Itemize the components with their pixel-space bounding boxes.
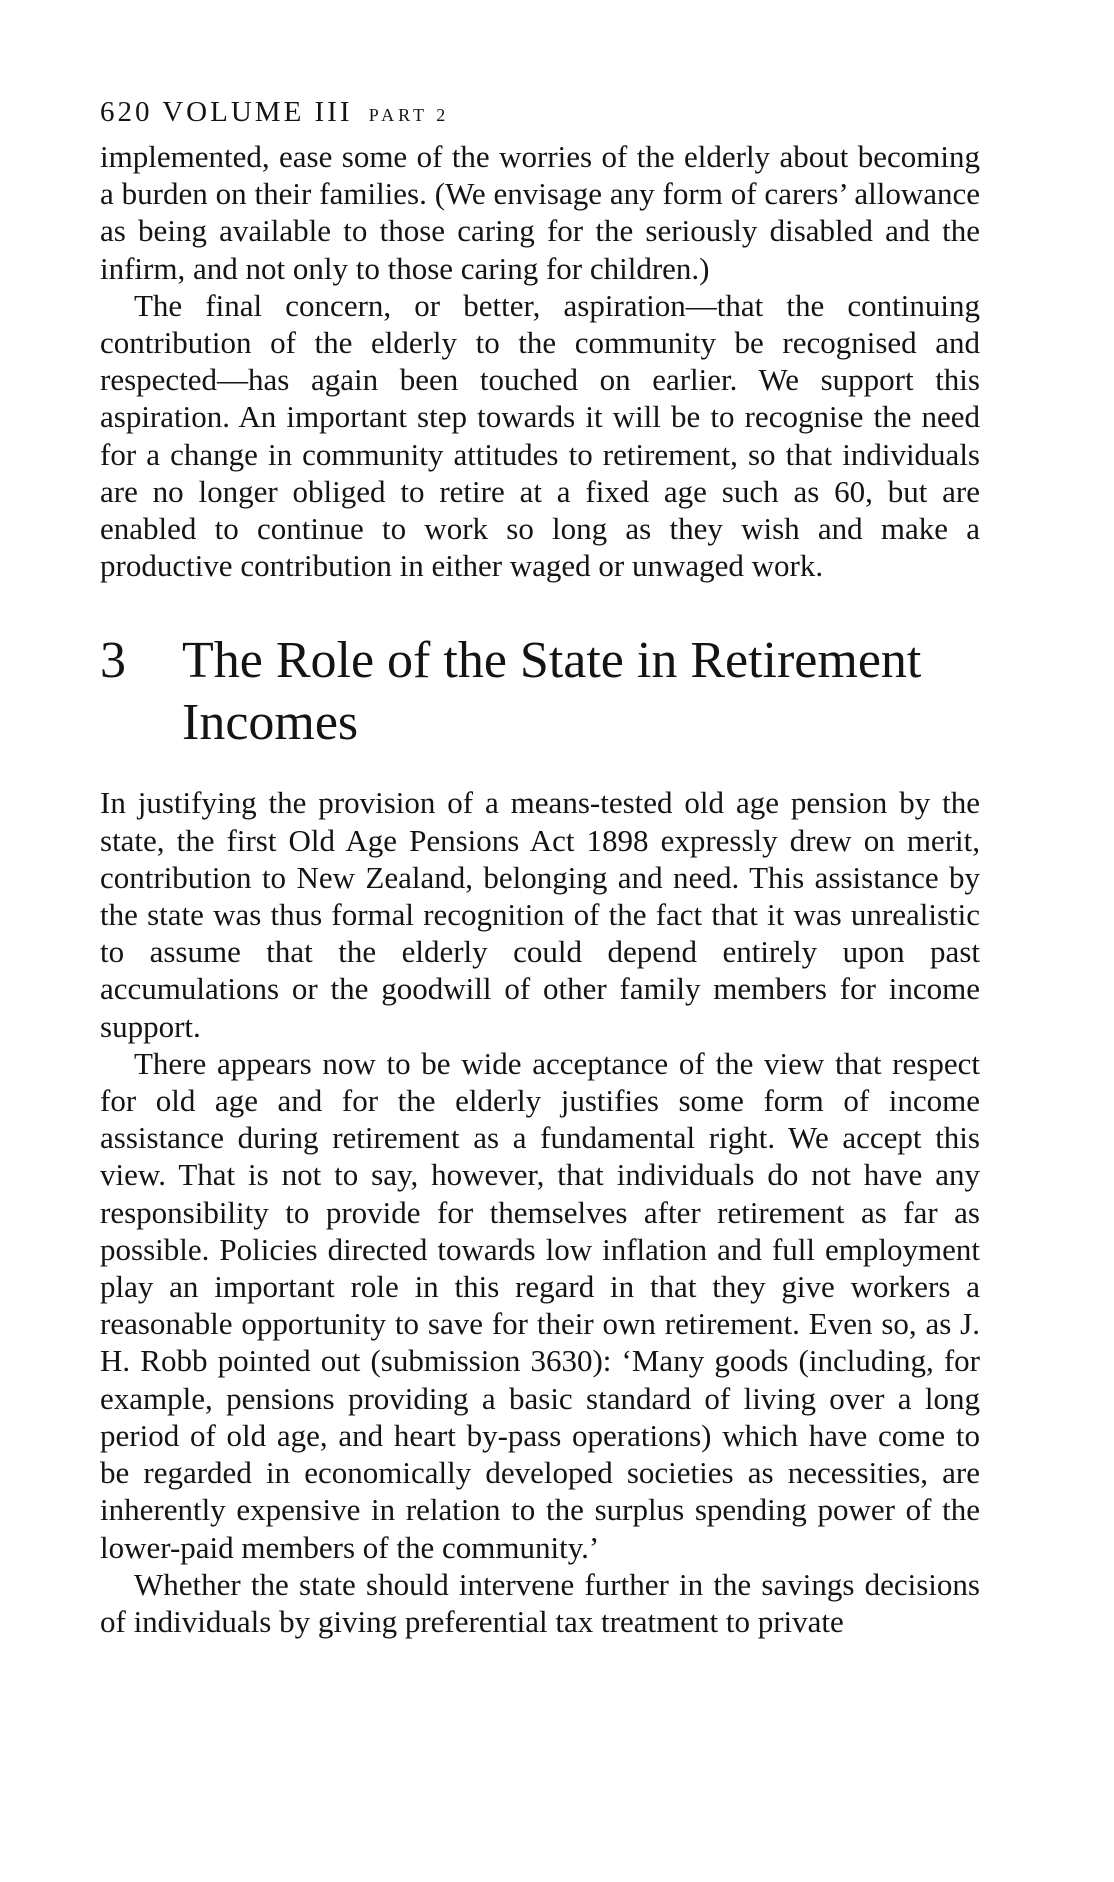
volume-label: VOLUME III [162,96,353,128]
paragraph-continued: implemented, ease some of the worries of the elderly about becoming a burden on their families. (We envisage any form of carers’ allowance as being available to those caring for the seriously disabled and the infirm, and not only to those caring for children.) [100,139,980,286]
section-title: The Role of the State in Retirement Incomes [182,632,922,752]
running-head [100,86,980,138]
part-label: PART 2 [368,105,450,125]
paragraph-state-intervene: Whether the state should intervene further in the savings decisions of individuals by giving preferential tax treatment to private [100,1566,980,1639]
paragraph-wide-acceptance: There appears now to be wide acceptance of the view that respect for old age and for the elderly justifies some form of income assistance during retirement as a fundamental right. We accept this view. That is not to say, however, that individuals do not have any responsibility to provide for themselves after retirement as far as possible. Policies directed towards low inflation and full employment play an important role in this regard in that they give workers a reasonable opportunity to save for their own retirement. Even so, as J. H. Robb pointed out (submission 3630): ‘Many goods (including, for example, pensions providing a basic standard of living over a long period of old age, and heart by-pass operations) which have come to be regarded in economically developed societies as necessities, are inherently expensive in relation to the surplus spending power of the lower-paid members of the community.’ [100,1045,980,1565]
page-number: 620 [100,96,153,128]
book-page [100,86,980,1640]
section-number: 3 [100,632,126,690]
paragraph-aspiration: The final concern, or better, aspiration—that the continuing contribution of the elderly to the community be recognised and respected—has again been touched on earlier. We support this aspiration. An important step towards it will be to recognise the need for a change in community attitudes to retirement, so that individuals are no longer obliged to retire at a fixed age such as 60, but are enabled to continue to work so long as they wish and make a productive contribution in either waged or unwaged work. [100,287,980,584]
paragraph-pensions-act: In justifying the provision of a means-tested old age pension by the state, the first Old Age Pensions Act 1898 expressly drew on merit, contribution to New Zealand, belonging and need. This assistance by the state was thus formal recognition of the fact that it was unrealistic to assume that the elderly could depend entirely upon past accumulations or the goodwill of other family members for income support. [100,785,980,1044]
section-heading [100,630,980,754]
